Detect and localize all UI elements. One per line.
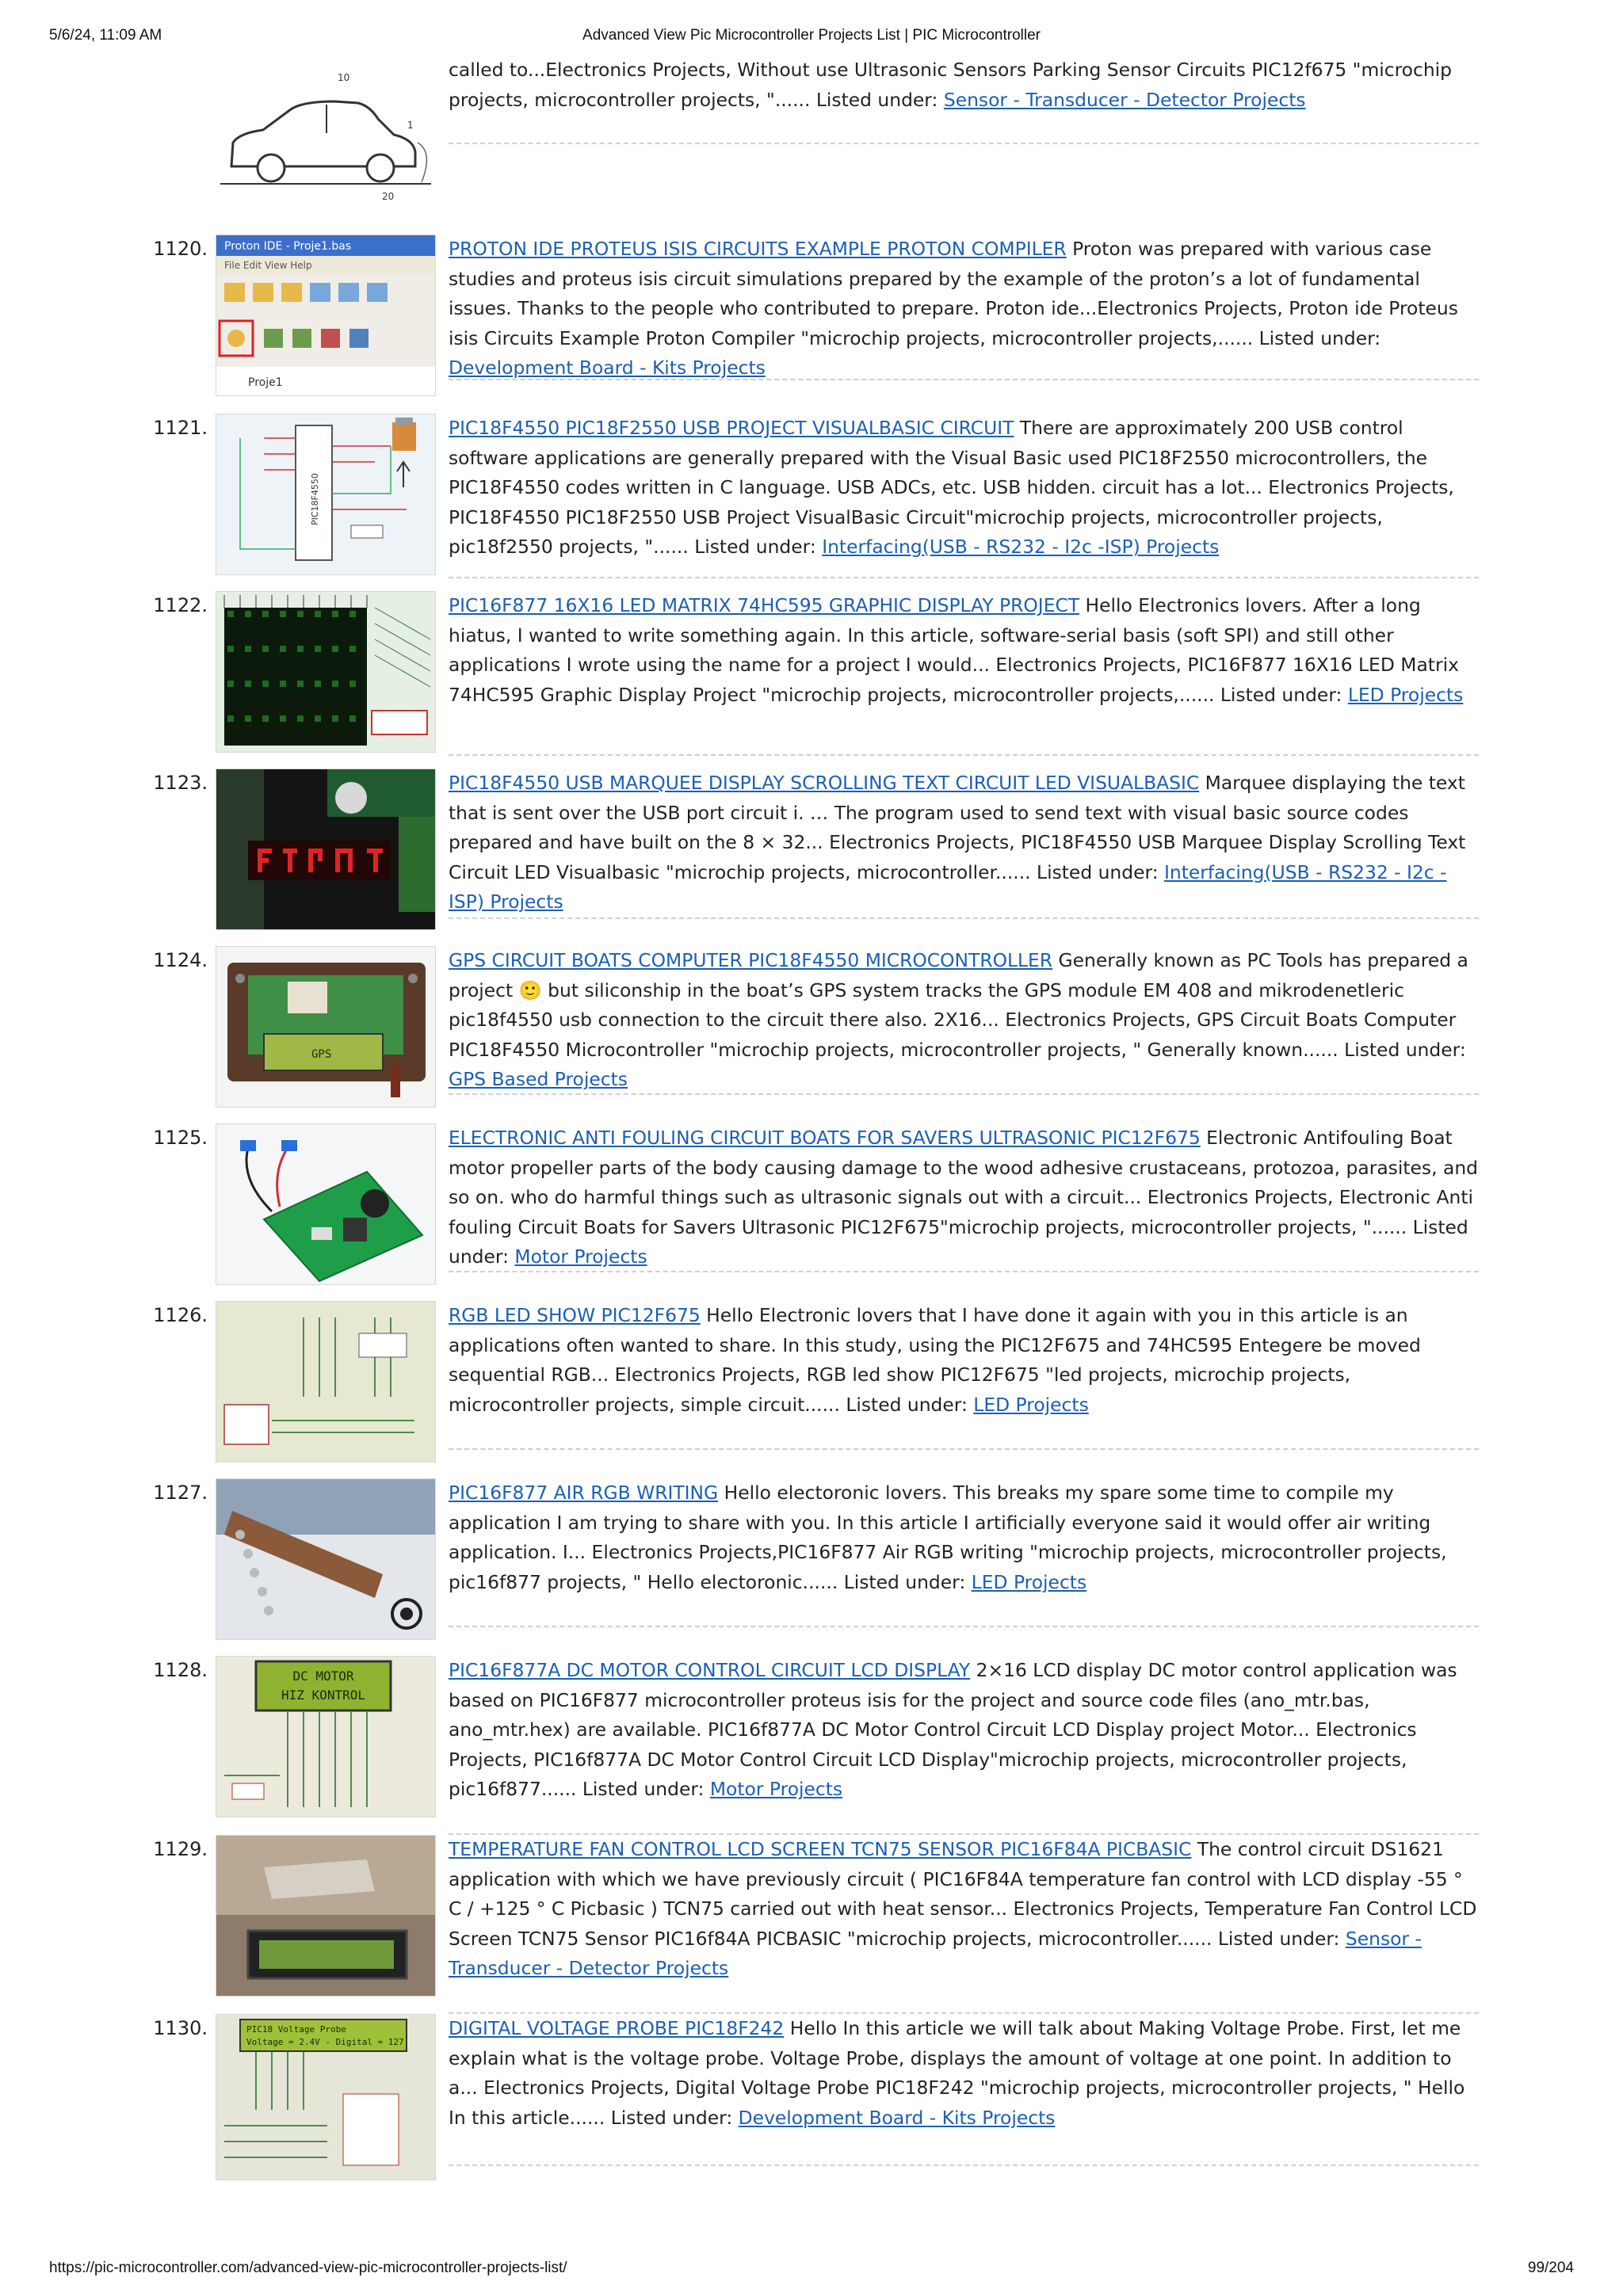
entry-text: Generally known as PC Tools has prepared a project 🙂 but siliconship in the boat’s GPS system tracks the GPS module EM 408 and mikrodenetleric pic18f4550 usb connection to the circuit there also. 2X16... Electronics Projects, GPS Circuit Boats Computer PIC18F4550 Microcontroller "microchip projects, microcontroller projects, " Generally known...... Listed under: xyxy=(449,949,1468,1061)
entry-divider xyxy=(449,1093,1479,1095)
entry-number: 1120. xyxy=(153,238,208,260)
usb-schematic-thumbnail[interactable] xyxy=(216,414,436,575)
svg-text:File Edit View Help: File Edit View Help xyxy=(224,260,312,271)
category-link[interactable]: Motor Projects xyxy=(709,1778,843,1801)
entry-divider xyxy=(449,917,1479,919)
category-link[interactable]: Sensor - Transducer - Detector Projects xyxy=(943,88,1306,111)
entry-number: 1129. xyxy=(153,1838,208,1860)
svg-text:1: 1 xyxy=(407,120,414,131)
marquee-display-thumbnail[interactable] xyxy=(216,769,436,930)
category-link[interactable]: Motor Projects xyxy=(514,1245,647,1268)
entry-divider xyxy=(449,754,1479,756)
svg-text:Voltage = 2.4V - Digital = 127: Voltage = 2.4V - Digital = 127 xyxy=(246,2037,404,2047)
category-link[interactable]: LED Projects xyxy=(973,1393,1089,1416)
entry-divider xyxy=(449,2164,1479,2166)
project-title-link[interactable]: ELECTRONIC ANTI FOULING CIRCUIT BOATS FOR SAVERS ULTRASONIC PIC12F675 xyxy=(449,1127,1201,1149)
entry-description xyxy=(449,1478,1479,1597)
svg-text:DC MOTOR: DC MOTOR xyxy=(292,1669,354,1684)
project-title-link[interactable]: DIGITAL VOLTAGE PROBE PIC18F242 xyxy=(449,2017,785,2039)
entry-divider xyxy=(449,1271,1479,1272)
entry-description xyxy=(449,591,1479,710)
air-writing-thumbnail[interactable] xyxy=(216,1478,436,1640)
project-title-link[interactable]: PIC18F4550 USB MARQUEE DISPLAY SCROLLING TEXT CIRCUIT LED VISUALBASIC xyxy=(449,772,1200,794)
project-title-link[interactable]: RGB LED SHOW PIC12F675 xyxy=(449,1304,701,1326)
entry-description xyxy=(449,55,1479,115)
entry-text: Hello electoronic lovers. This breaks my spare some time to compile my application I am trying to share with you. In this article I artificially everyone said it would offer air writing application. I... Electronics Projects,PIC16F877 Air RGB writing "microchip projects, microcontroller projects, pic16f877 projects, " Hello electoronic...... Listed under: xyxy=(449,1482,1447,1593)
svg-text:20: 20 xyxy=(382,191,395,202)
entry-description xyxy=(449,1835,1479,1984)
print-datetime: 5/6/24, 11:09 AM xyxy=(49,27,162,44)
svg-text:PIC18F4550: PIC18F4550 xyxy=(310,473,320,525)
entry-description xyxy=(449,235,1479,383)
print-page-number: 99/204 xyxy=(1527,2260,1574,2276)
entry-number: 1123. xyxy=(153,772,208,794)
voltage-probe-thumbnail[interactable] xyxy=(216,2014,436,2180)
category-link[interactable]: Development Board - Kits Projects xyxy=(449,357,766,379)
entry-text: The control circuit DS1621 application with which we have previously circuit ( PIC16F84A temperature fan control with LCD display -55 ° C / +125 ° C Picbasic ) TCN75 carried out with heat sensor... Electronics Projects, Temperature Fan Control LCD Screen TCN75 Sensor PIC16f84A PICBASIC "microchip projects, microcontroller...... Listed under: xyxy=(449,1838,1477,1950)
print-url: https://pic-microcontroller.com/advanced-view-pic-microcontroller-projects-list/ xyxy=(49,2260,567,2276)
entry-divider xyxy=(449,379,1479,380)
entry-description xyxy=(449,2014,1479,2133)
entry-description xyxy=(449,414,1479,563)
entry-number: 1128. xyxy=(153,1659,208,1681)
dc-motor-lcd-thumbnail[interactable] xyxy=(216,1656,436,1817)
entry-number: 1122. xyxy=(153,594,208,616)
entry-number: 1125. xyxy=(153,1127,208,1149)
category-link[interactable]: Sensor - Transducer - Detector Projects xyxy=(449,1927,1422,1980)
proton-ide-thumbnail[interactable] xyxy=(216,235,436,396)
entry-number: 1124. xyxy=(153,949,208,971)
gps-boat-computer-thumbnail[interactable] xyxy=(216,946,436,1108)
category-link[interactable]: Development Board - Kits Projects xyxy=(738,2106,1056,2129)
entry-number: 1127. xyxy=(153,1482,208,1504)
entry-text: called to...Electronics Projects, Without use Ultrasonic Sensors Parking Sensor Circuits PIC12f675 "microchip projects, microcontroller projects, "...... Listed under: xyxy=(449,59,1453,111)
entry-number: 1130. xyxy=(153,2017,208,2039)
entry-number: 1121. xyxy=(153,417,208,439)
entry-text: Marquee displaying the text that is sent over the USB port circuit i. … The program used to send text with visual basic source codes prepared and have built on the 8 × 32... Electronics Projects, PIC18F4550 USB Marquee Display Scrolling Text Circuit LED Visualbasic "microchip projects, microcontroller...... Listed under: xyxy=(449,772,1466,883)
entry-text: Electronic Antifouling Boat motor propeller parts of the body causing damage to the wood adhesive crustaceans, protozoa, parasites, and so on. who do harmful things such as ultrasonic signals out with a circuit... Electronics Projects, Electronic Anti fouling Circuit Boats for Savers Ultrasonic PIC12F675"microchip projects, microcontroller projects, "...... Listed under: xyxy=(449,1127,1478,1268)
svg-text:PIC18 Voltage Probe: PIC18 Voltage Probe xyxy=(246,2024,346,2035)
category-link[interactable]: Interfacing(USB - RS232 - I2c -ISP) Projects xyxy=(822,536,1220,559)
svg-text:Proton IDE - Proje1.bas: Proton IDE - Proje1.bas xyxy=(224,240,352,253)
project-title-link[interactable]: PROTON IDE PROTEUS ISIS CIRCUITS EXAMPLE PROTON COMPILER xyxy=(449,238,1067,260)
entry-divider xyxy=(449,143,1479,144)
entry-divider xyxy=(449,577,1479,578)
project-title-link[interactable]: PIC16F877 16X16 LED MATRIX 74HC595 GRAPHIC DISPLAY PROJECT xyxy=(449,594,1080,616)
entry-divider xyxy=(449,1626,1479,1627)
entry-description xyxy=(449,1123,1479,1272)
entry-description xyxy=(449,1656,1479,1805)
entry-text: Hello In this article we will talk about Making Voltage Probe. First, let me explain what is the voltage probe. Voltage Probe, displays the amount of voltage at one point. In addition to a... Electronics Projects, Digital Voltage Probe PIC18F242 "microchip projects, microcontroller projects, " Hello In this article...... Listed under: xyxy=(449,2017,1465,2129)
led-matrix-thumbnail[interactable] xyxy=(216,591,436,753)
entry-text: There are approximately 200 USB control software applications are generally prepared with the Visual Basic used PIC18F2550 microcontrollers, the PIC18F4550 codes written in C language. USB ADCs, etc. USB hidden. circuit has a lot... Electronics Projects, PIC18F4550 PIC18F2550 USB Project VisualBasic Circuit"microchip projects, microcontroller projects, pic18f2550 projects, "...... Listed under: xyxy=(449,417,1454,559)
category-link[interactable]: Interfacing(USB - RS232 - I2c -ISP) Projects xyxy=(449,860,1447,913)
entry-text: Hello Electronic lovers that I have done it again with you in this article is an applications often wanted to share. In this study, using the PIC12F675 and 74HC595 Entegere be moved sequential RGB... Electronics Projects, RGB led show PIC12F675 "led projects, microchip projects, microcontroller projects, simple circuit...... Listed under: xyxy=(449,1304,1421,1416)
svg-text:10: 10 xyxy=(338,72,350,83)
rgb-led-schematic-thumbnail[interactable] xyxy=(216,1301,436,1463)
entry-description xyxy=(449,946,1479,1095)
project-title-link[interactable]: PIC16F877A DC MOTOR CONTROL CIRCUIT LCD DISPLAY xyxy=(449,1659,971,1681)
entry-description xyxy=(449,769,1479,917)
svg-text:HIZ KONTROL: HIZ KONTROL xyxy=(281,1688,365,1703)
temperature-fan-thumbnail[interactable] xyxy=(216,1835,436,1997)
project-title-link[interactable]: TEMPERATURE FAN CONTROL LCD SCREEN TCN75 SENSOR PIC16F84A PICBASIC xyxy=(449,1838,1192,1860)
project-title-link[interactable]: PIC16F877 AIR RGB WRITING xyxy=(449,1482,719,1504)
entry-description xyxy=(449,1301,1479,1420)
category-link[interactable]: LED Projects xyxy=(971,1570,1087,1593)
entry-text: Hello Electronics lovers. After a long hiatus, I wanted to write something again. In this article, software-serial basis (soft SPI) and still other applications I wrote using the name for a project I would... Electronics Projects, PIC16F877 16X16 LED Matrix 74HC595 Graphic Display Project "microchip projects, microcontroller projects,...... Listed under: xyxy=(449,594,1459,706)
svg-text:GPS: GPS xyxy=(311,1048,332,1061)
entry-text: Proton was prepared with various case studies and proteus isis circuit simulations prepared by the example of the proton’s a lot of fundamental issues. Thanks to the people who contributed to prepare. Proton ide...Electronics Projects, Proton ide Proteus isis Circuits Example Proton Compiler "microchip projects, microcontroller projects,...... Listed under: xyxy=(449,238,1458,349)
project-title-link[interactable]: GPS CIRCUIT BOATS COMPUTER PIC18F4550 MICROCONTROLLER xyxy=(449,949,1053,971)
car-sketch-thumbnail[interactable] xyxy=(216,63,434,203)
project-title-link[interactable]: PIC18F4550 PIC18F2550 USB PROJECT VISUALBASIC CIRCUIT xyxy=(449,417,1014,439)
entry-divider xyxy=(449,1448,1479,1450)
print-page-title: Advanced View Pic Microcontroller Projects List | PIC Microcontroller xyxy=(582,27,1041,44)
category-link[interactable]: GPS Based Projects xyxy=(449,1068,628,1091)
category-link[interactable]: LED Projects xyxy=(1347,683,1464,706)
entry-text: 2×16 LCD display DC motor control application was based on PIC16F877 microcontroller proteus isis for the project and source code files (ano_mtr.bas, ano_mtr.hex) are available. PIC16f877A DC Motor Control Circuit LCD Display project Motor... Electronics Projects, PIC16f877A DC Motor Control Circuit LCD Display"microchip projects, microcontroller projects, pic16f877...... Listed under: xyxy=(449,1659,1457,1801)
entry-number: 1126. xyxy=(153,1304,208,1326)
antifouling-board-thumbnail[interactable] xyxy=(216,1123,436,1285)
svg-text:Proje1: Proje1 xyxy=(248,376,283,389)
